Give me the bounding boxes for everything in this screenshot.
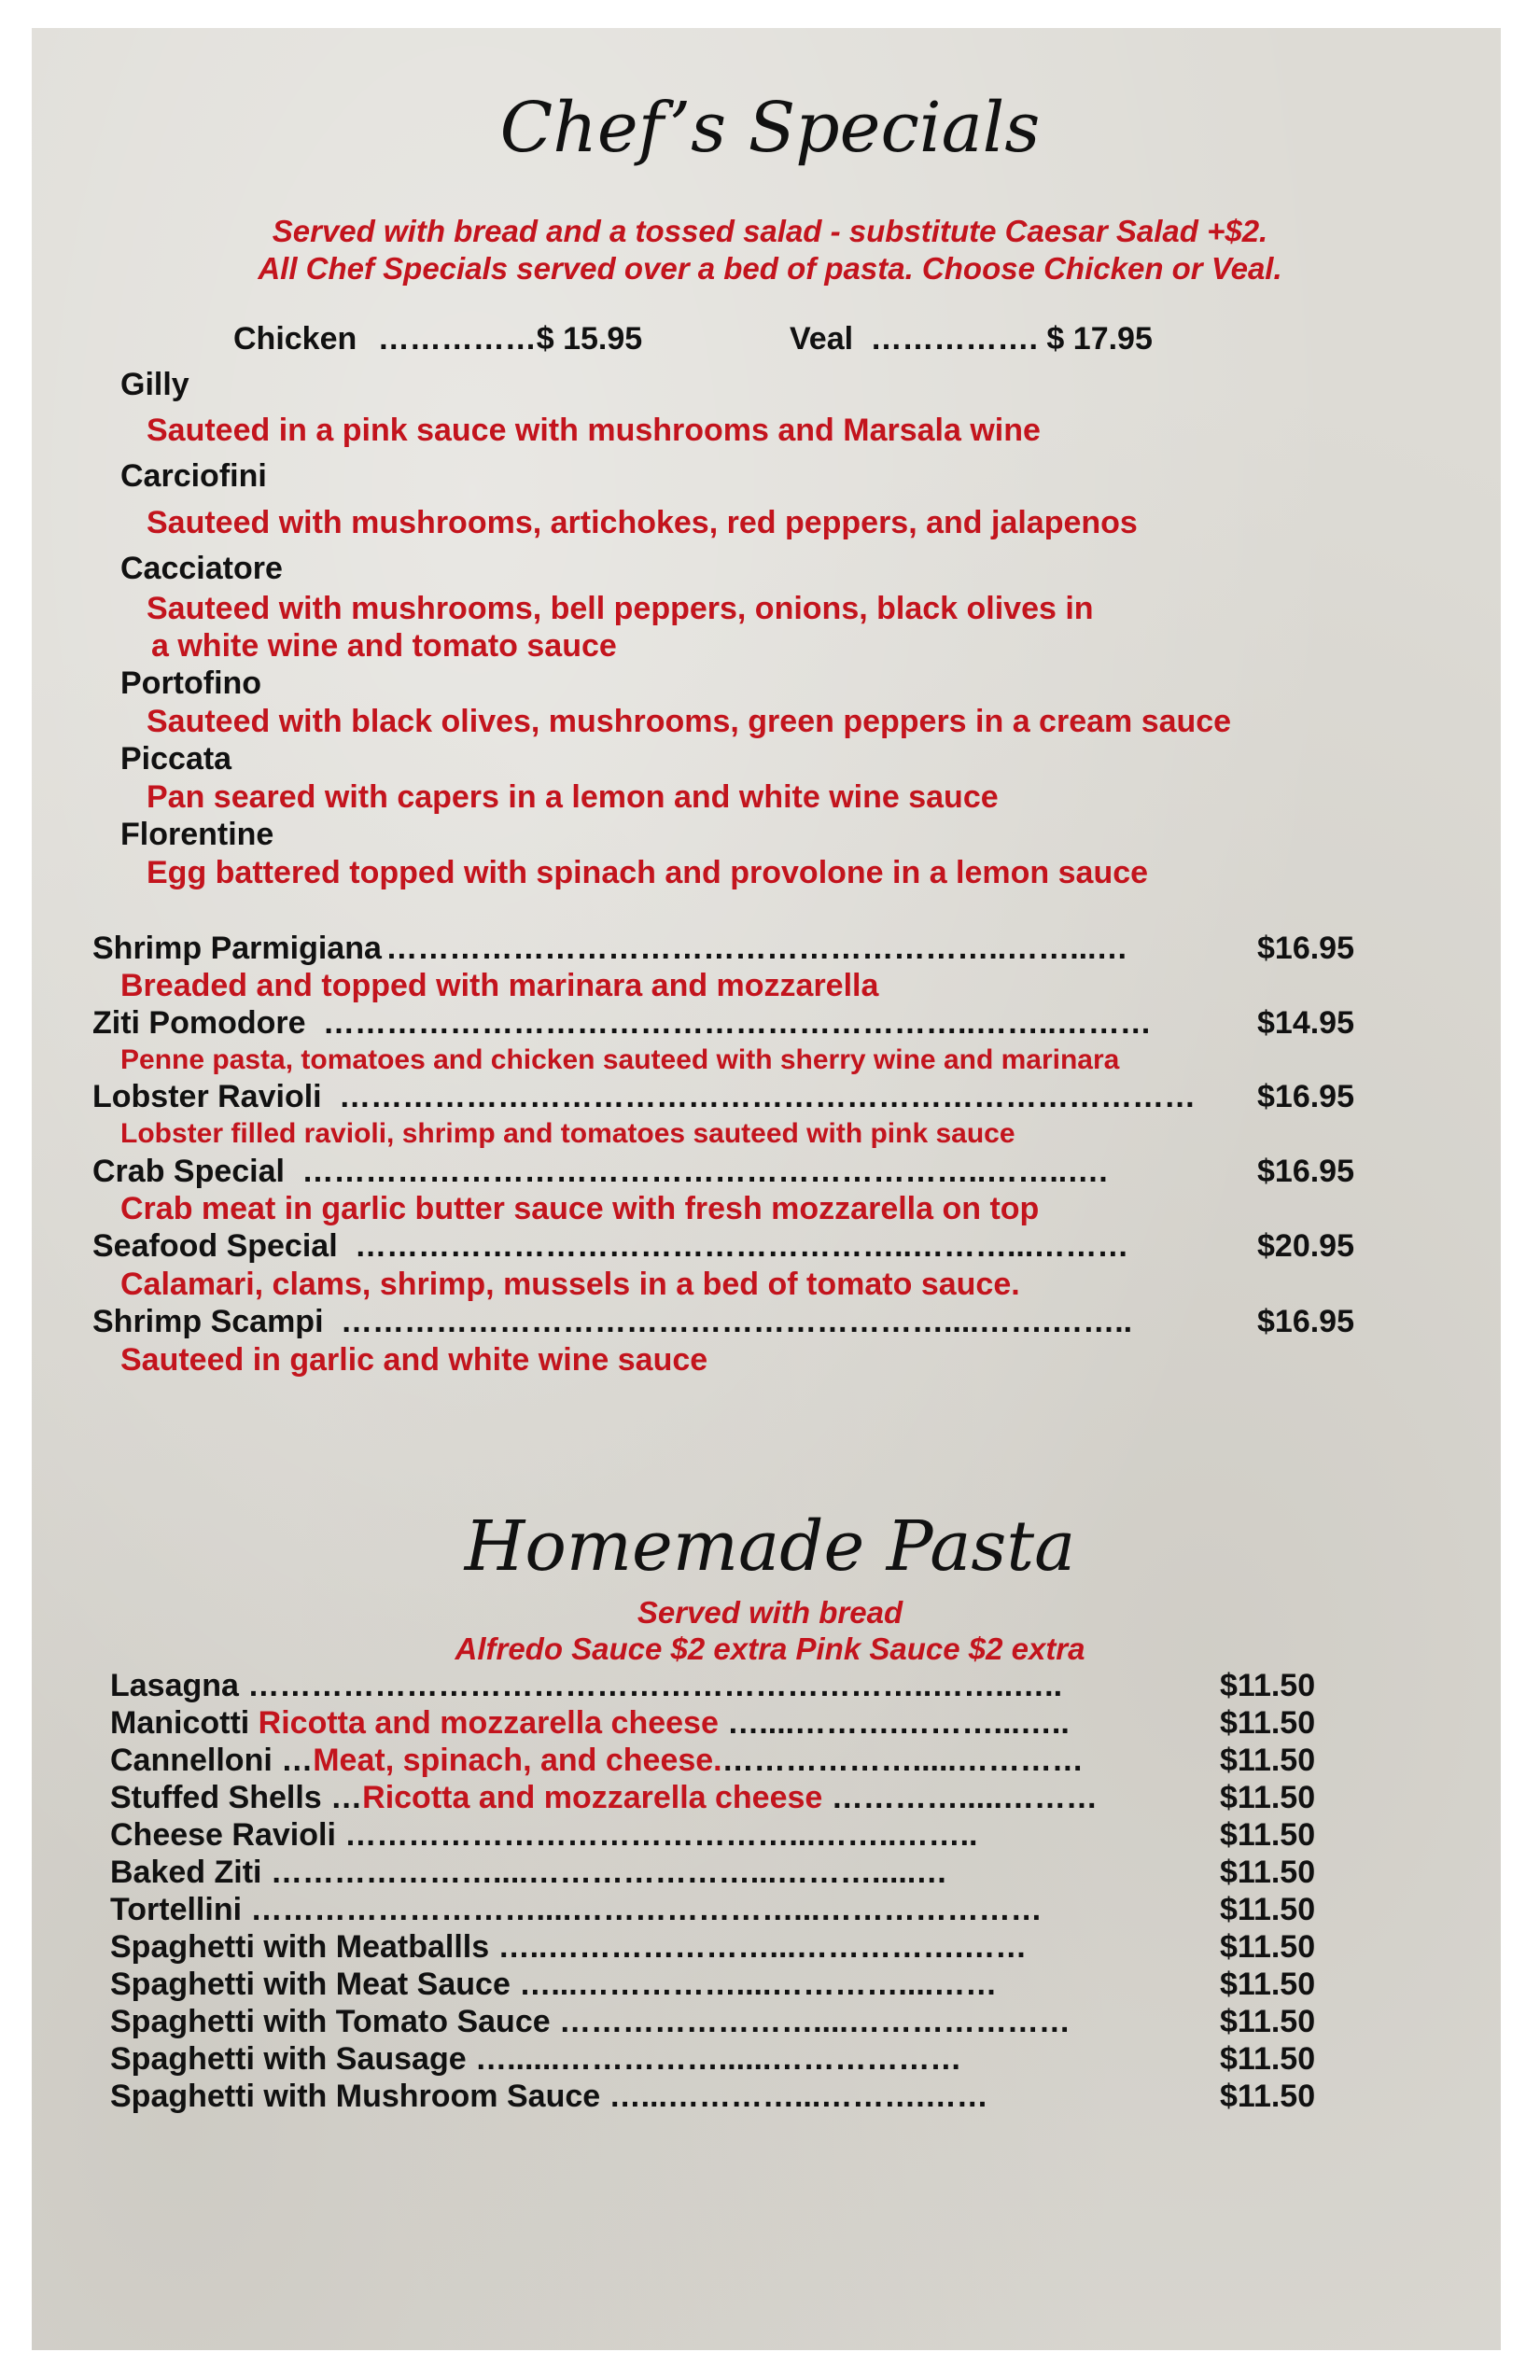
item-note: Ricotta and mozzarella cheese xyxy=(258,1705,719,1741)
pasta-item xyxy=(110,1892,1043,1928)
item-name: Stuffed Shells … xyxy=(110,1780,363,1815)
style-desc: Pan seared with capers in a lemon and white wine sauce xyxy=(147,779,999,815)
homemade-pasta-subtitle-1: Served with bread xyxy=(637,1595,903,1630)
item-name: Baked Ziti xyxy=(110,1855,271,1890)
item-price: $11.50 xyxy=(1220,2079,1316,2114)
item-price: $11.50 xyxy=(1220,1705,1316,1741)
chefs-specials-subtitle-1: Served with bread and a tossed salad - substitute Caesar Salad +$2. xyxy=(272,214,1268,248)
item-desc: Penne pasta, tomatoes and chicken sauteed with sherry wine and marinara xyxy=(120,1044,1120,1075)
item-name: Spaghetti with Sausage xyxy=(110,2041,476,2077)
leader-dots: ……………………………………………..………...……… xyxy=(355,1228,1129,1264)
chicken-price: ……………$ 15.95 xyxy=(377,321,643,357)
item-price: $11.50 xyxy=(1220,2041,1316,2077)
chefs-specials-subtitle-2: All Chef Specials served over a bed of pasta. Choose Chicken or Veal. xyxy=(258,251,1282,286)
pasta-item xyxy=(110,1780,1098,1816)
leader-dots: …....……….………...….. xyxy=(718,1705,1070,1741)
item-desc: Crab meat in garlic butter sauce with fresh mozzarella on top xyxy=(120,1191,1040,1226)
item-name: Spaghetti with Tomato Sauce xyxy=(110,2004,560,2039)
leader-dots: …………………………………………………..……...… xyxy=(385,931,1128,966)
pasta-item xyxy=(110,2004,1071,2040)
chefs-specials-title: Chef’s Specials xyxy=(499,88,1041,168)
chicken-price-line xyxy=(233,321,642,357)
leader-dots: …………………....…………………...……….....… xyxy=(270,1855,948,1890)
item-price: $16.95 xyxy=(1257,1079,1354,1114)
leader-dots: ………….....……… xyxy=(822,1780,1099,1815)
pasta-item xyxy=(110,2041,961,2078)
item-name: Cheese Ravioli xyxy=(110,1817,345,1853)
item-note: Ricotta and mozzarella cheese xyxy=(362,1780,823,1815)
style-desc: Sauteed with black olives, mushrooms, green peppers in a cream sauce xyxy=(147,704,1232,739)
item-desc: Sauteed in garlic and white wine sauce xyxy=(120,1342,708,1378)
item-price: $11.50 xyxy=(1220,1967,1316,2002)
style-name: Carciofini xyxy=(120,458,267,494)
style-desc: Sauteed in a pink sauce with mushrooms and Marsala wine xyxy=(147,413,1041,448)
pasta-item xyxy=(110,1967,997,2003)
leader-dots: …..…………………...…………….…… xyxy=(497,1929,1028,1965)
item-price: $11.50 xyxy=(1220,1855,1316,1890)
leader-dots: ………………………....…………………...………………… xyxy=(250,1892,1043,1927)
leader-dots: ………………………………………………………..……..…. xyxy=(301,1154,1108,1189)
item-price: $14.95 xyxy=(1257,1005,1354,1041)
menu-item-seafood-special xyxy=(92,1228,1128,1265)
style-desc: Sauteed with mushrooms, artichokes, red peppers, and jalapenos xyxy=(147,505,1138,540)
item-name: Ziti Pomodore xyxy=(92,1005,306,1041)
pasta-item xyxy=(110,1743,1084,1779)
item-name: Spaghetti with Meatballls xyxy=(110,1929,498,1965)
item-price: $11.50 xyxy=(1220,1929,1316,1965)
leader-dots: ………………………………………………………..……..….. xyxy=(247,1668,1063,1703)
leader-dots: …......……………......……………… xyxy=(475,2041,962,2077)
item-name: Lasagna xyxy=(110,1668,248,1703)
style-name: Gilly xyxy=(120,367,189,402)
veal-price-line xyxy=(790,321,1153,357)
item-price: $11.50 xyxy=(1220,1668,1316,1703)
leader-dots: …...…………...……….…… xyxy=(609,2079,988,2114)
item-price: $11.50 xyxy=(1220,1817,1316,1853)
item-name: Spaghetti with Mushroom Sauce xyxy=(110,2079,609,2114)
item-price: $16.95 xyxy=(1257,1154,1354,1189)
menu-item-shrimp-scampi xyxy=(92,1304,1132,1340)
item-note: Meat, spinach, and cheese. xyxy=(313,1743,722,1778)
item-price: $16.95 xyxy=(1257,931,1354,966)
style-desc: Egg battered topped with spinach and provolone in a lemon sauce xyxy=(147,855,1149,890)
leader-dots: ……………….....………… xyxy=(721,1743,1084,1778)
item-name: Crab Special xyxy=(92,1154,285,1189)
pasta-item xyxy=(110,1817,977,1854)
style-name: Florentine xyxy=(120,817,274,852)
pasta-item xyxy=(110,1705,1070,1742)
style-name: Portofino xyxy=(120,665,262,701)
item-desc: Lobster filled ravioli, shrimp and tomatoes sauteed with pink sauce xyxy=(120,1118,1015,1149)
item-name: Cannelloni … xyxy=(110,1743,314,1778)
menu-item-shrimp-parmigiana xyxy=(92,931,1128,967)
pasta-item xyxy=(110,2079,988,2115)
pasta-item xyxy=(110,1929,1027,1966)
style-desc-continued: a white wine and tomato sauce xyxy=(151,628,617,664)
item-desc: Breaded and topped with marinara and mozzarella xyxy=(120,968,879,1003)
item-price: $20.95 xyxy=(1257,1228,1354,1264)
leader-dots: ……………………………………...……..…….. xyxy=(344,1817,978,1853)
homemade-pasta-subtitle-2: Alfredo Sauce $2 extra Pink Sauce $2 extra xyxy=(455,1631,1085,1666)
item-name: Tortellini xyxy=(110,1892,251,1927)
leader-dots: ……………………....………………… xyxy=(559,2004,1071,2039)
item-price: $11.50 xyxy=(1220,1780,1316,1815)
leader-dots: ……………………………………………………..……..……… xyxy=(323,1005,1152,1041)
item-price: $11.50 xyxy=(1220,2004,1316,2039)
style-name: Piccata xyxy=(120,741,232,777)
item-name: Lobster Ravioli xyxy=(92,1079,322,1114)
item-price: $11.50 xyxy=(1220,1743,1316,1778)
item-name: Shrimp Scampi xyxy=(92,1304,324,1339)
item-price: $16.95 xyxy=(1257,1304,1354,1339)
menu-item-crab-special xyxy=(92,1154,1108,1190)
pasta-item xyxy=(110,1855,947,1891)
item-name: Manicotti xyxy=(110,1705,259,1741)
item-name: Seafood Special xyxy=(92,1228,338,1264)
style-desc: Sauteed with mushrooms, bell peppers, onions, black olives in xyxy=(147,591,1094,626)
menu-item-lobster-ravioli xyxy=(92,1079,1196,1115)
style-name: Cacciatore xyxy=(120,551,283,586)
item-name: Spaghetti with Meat Sauce xyxy=(110,1967,520,2002)
homemade-pasta-title: Homemade Pasta xyxy=(464,1506,1076,1587)
leader-dots: …...……………....…………....…… xyxy=(519,1967,998,2002)
menu-item-ziti-pomodore xyxy=(92,1005,1152,1042)
leader-dots: …………………………………………………....…….…….. xyxy=(340,1304,1133,1339)
item-name: Shrimp Parmigiana xyxy=(92,931,382,966)
item-desc: Calamari, clams, shrimp, mussels in a bed of tomato sauce. xyxy=(120,1267,1020,1302)
leader-dots: ……………………………………………………………………… xyxy=(339,1079,1197,1114)
chicken-label: Chicken xyxy=(233,321,357,357)
item-price: $11.50 xyxy=(1220,1892,1316,1927)
pasta-item xyxy=(110,1668,1062,1704)
veal-label: Veal xyxy=(790,321,854,357)
veal-price: ……………. $ 17.95 xyxy=(870,321,1153,357)
